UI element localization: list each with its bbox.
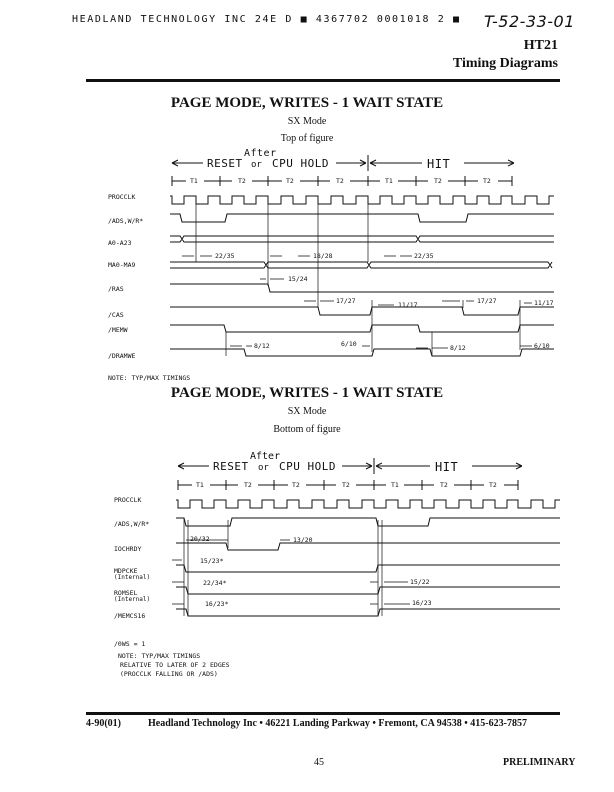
bottom-memcs16-wave <box>176 609 560 616</box>
top-address-wave <box>170 236 554 242</box>
top-timing-1: 18/28 <box>313 252 333 260</box>
bottom-diagram-caption: Bottom of figure <box>273 424 341 435</box>
bottom-phase-after: After <box>250 451 281 462</box>
bottom-ads-wave <box>176 518 560 526</box>
top-signal-memw: /MEMW <box>108 326 128 334</box>
bottom-guide-lines <box>184 518 382 616</box>
bottom-procclk-wave <box>176 500 560 508</box>
top-signal-ma: MA0-MA9 <box>108 261 136 269</box>
footer-doc-number: 4-90(01) <box>86 718 121 729</box>
top-ras-wave <box>170 284 554 292</box>
bottom-signal-ads: /ADS,W/R* <box>114 520 150 528</box>
section-title: Timing Diagrams <box>452 56 558 71</box>
bottom-timing-0: 20/32 <box>190 535 210 543</box>
top-phase-hit: HIT <box>427 157 451 171</box>
top-timing-10: 8/12 <box>450 344 466 352</box>
top-timing-8: 8/12 <box>254 342 270 350</box>
top-dramwe-wave <box>170 349 554 356</box>
top-ads-wave <box>170 214 554 222</box>
bottom-timing-2: 15/23* <box>200 557 224 565</box>
top-measure-arrows <box>182 256 532 348</box>
bottom-timing-3: 22/34* <box>203 579 227 587</box>
top-timing-7: 11/17 <box>534 299 554 307</box>
bottom-timing-5: 16/23* <box>205 600 229 608</box>
bottom-state-t1-a: T1 <box>196 481 204 489</box>
top-state-t2-b: T2 <box>286 177 294 185</box>
bottom-diagram-mode: SX Mode <box>287 406 327 417</box>
top-timing-4: 17/27 <box>336 297 356 305</box>
top-phase-or: or <box>251 160 262 170</box>
top-state-t1-a: T1 <box>190 177 198 185</box>
bottom-note-line-3: (PROCCLK FALLING OR /ADS) <box>120 670 218 678</box>
top-procclk-wave <box>170 196 554 204</box>
bottom-state-t2-c: T2 <box>342 481 350 489</box>
top-state-t2-e: T2 <box>483 177 491 185</box>
bottom-state-t2-e: T2 <box>489 481 497 489</box>
top-timing-6: 17/27 <box>477 297 497 305</box>
bottom-romsel-wave <box>176 587 560 594</box>
bottom-note-line-2: RELATIVE TO LATER OF 2 EDGES <box>120 661 230 669</box>
bottom-phase-or: or <box>258 463 269 473</box>
top-phase-after: After <box>244 148 277 159</box>
top-diagram-mode: SX Mode <box>287 116 327 127</box>
document-id: HT21 <box>523 38 558 53</box>
bottom-signal-mdpcke: MDPCKE <box>114 567 138 575</box>
bottom-phase-reset: RESET <box>213 460 249 473</box>
top-signal-ras: /RAS <box>108 285 124 293</box>
top-waveforms <box>170 155 554 356</box>
bottom-ws-note: /0WS = 1 <box>114 640 146 648</box>
handwritten-reference: T-52-33-01 <box>484 12 575 31</box>
bottom-signal-iochrdy: IOCHRDY <box>114 545 142 553</box>
bottom-note-line-1: NOTE: TYP/MAX TIMINGS <box>118 652 201 660</box>
top-timing-2: 22/35 <box>414 252 434 260</box>
bottom-state-t2-d: T2 <box>440 481 448 489</box>
top-timing-11: 6/10 <box>534 342 550 350</box>
top-state-t2-a: T2 <box>238 177 246 185</box>
bottom-iochrdy-wave <box>176 543 560 550</box>
top-cas-wave <box>170 307 554 315</box>
bottom-phase-hold: CPU HOLD <box>279 460 336 473</box>
top-note: NOTE: TYP/MAX TIMINGS <box>108 374 191 382</box>
top-timing-5: 11/17 <box>398 301 418 309</box>
bottom-phase-arrows <box>178 463 522 469</box>
top-signal-procclk: PROCCLK <box>108 193 136 201</box>
top-phase-reset: RESET <box>207 157 243 170</box>
bottom-state-t2-b: T2 <box>292 481 300 489</box>
footer-company-address: Headland Technology Inc • 46221 Landing Parkway • Fremont, CA 94538 • 415-623-7857 <box>148 718 527 729</box>
bottom-state-t1-b: T1 <box>391 481 399 489</box>
bottom-timing-4: 15/22 <box>410 578 430 586</box>
bottom-signal-romsel-internal: (Internal) <box>114 596 151 603</box>
top-signal-cas: /CAS <box>108 311 124 319</box>
top-diagram-title: PAGE MODE, WRITES - 1 WAIT STATE <box>170 95 444 111</box>
top-state-t2-d: T2 <box>434 177 442 185</box>
bottom-signal-mdpcke-internal: (Internal) <box>114 574 151 581</box>
bottom-state-t2-a: T2 <box>244 481 252 489</box>
bottom-diagram-title: PAGE MODE, WRITES - 1 WAIT STATE <box>170 385 444 401</box>
top-phase-arrows <box>172 160 514 166</box>
top-diagram-caption: Top of figure <box>280 133 334 144</box>
bottom-signal-procclk: PROCCLK <box>114 496 142 504</box>
top-state-t2-c: T2 <box>336 177 344 185</box>
top-memw-wave <box>170 325 554 332</box>
bottom-waveforms <box>172 458 560 616</box>
top-timing-3: 15/24 <box>288 275 308 283</box>
bottom-timing-1: 13/20 <box>293 536 313 544</box>
top-state-t1-b: T1 <box>385 177 393 185</box>
footer-status: PRELIMINARY <box>503 757 576 768</box>
top-ma-wave <box>170 262 552 268</box>
footer-page-number: 45 <box>314 757 324 768</box>
bottom-phase-hit: HIT <box>435 460 459 474</box>
bottom-signal-romsel: ROMSEL <box>114 589 138 597</box>
bottom-timing-6: 16/23 <box>412 599 432 607</box>
company-header-line: HEADLAND TECHNOLOGY INC 24E D ■ 4367702 0001018 2 ■ <box>72 14 461 25</box>
top-phase-hold: CPU HOLD <box>272 157 329 170</box>
top-timing-0: 22/35 <box>215 252 235 260</box>
top-signal-address: A0-A23 <box>108 239 132 247</box>
bottom-signal-memcs16: /MEMCS16 <box>114 612 146 620</box>
bottom-mdpcke-wave <box>176 565 560 572</box>
top-signal-dramwe: /DRAMWE <box>108 352 136 360</box>
top-signal-ads: /ADS,W/R* <box>108 217 144 225</box>
top-timing-9: 6/10 <box>341 340 357 348</box>
